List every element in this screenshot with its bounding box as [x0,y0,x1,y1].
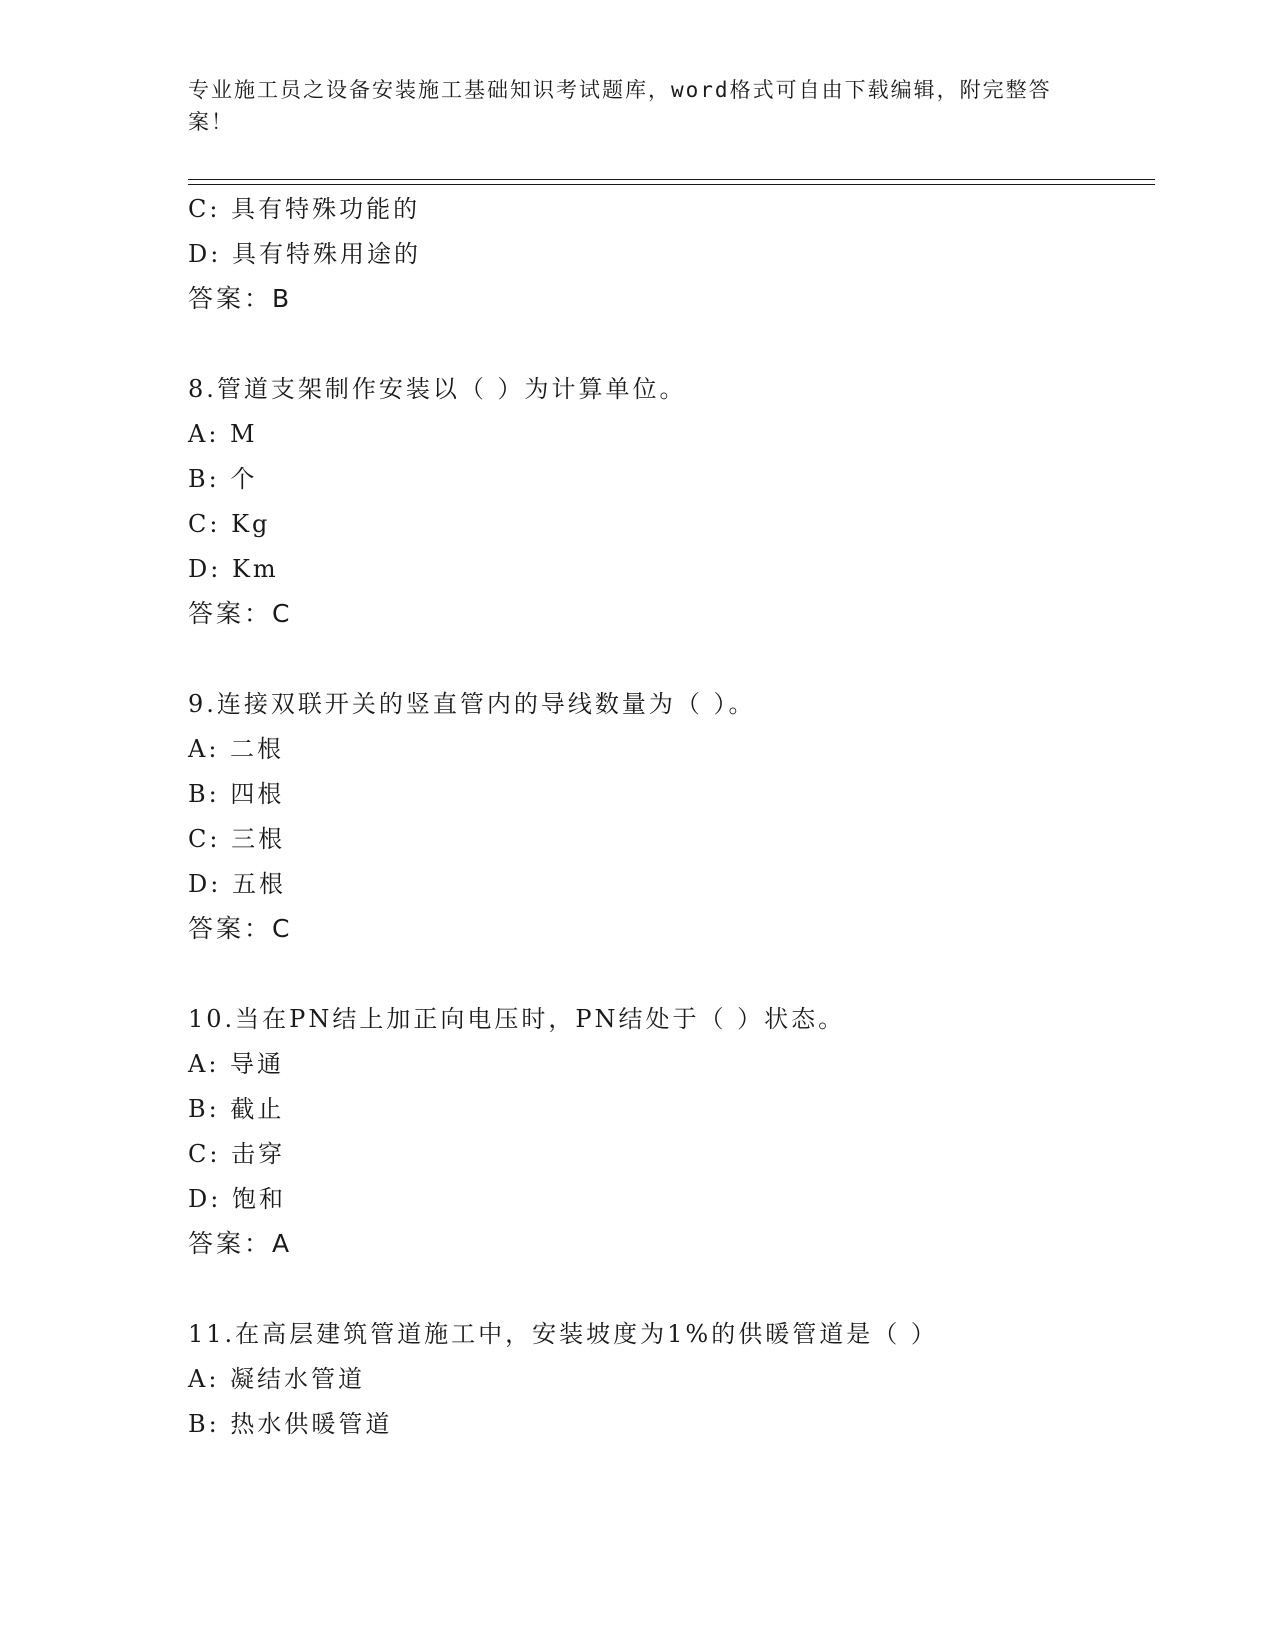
question-10-option-b: B: 截止 [188,1095,285,1123]
answer-8: 答案：C [188,599,293,628]
header-divider-bottom [188,184,1155,185]
question-8-option-a: A: M [188,420,258,448]
option-d: D: 具有特殊用途的 [188,240,421,268]
question-9-option-b: B: 四根 [188,780,285,808]
question-10-option-a: A: 导通 [188,1050,285,1078]
option-c: C: 具有特殊功能的 [188,195,421,223]
question-9-option-c: C: 三根 [188,825,286,853]
answer-10: 答案：A [188,1229,293,1258]
question-11-option-a: A: 凝结水管道 [188,1365,366,1393]
question-10: 10.当在PN结上加正向电压时，PN结处于（ ）状态。 [188,1005,846,1033]
answer-7: 答案：B [188,284,293,313]
header-divider-top [188,179,1155,180]
question-11: 11.在高层建筑管道施工中，安装坡度为1%的供暖管道是（ ） [188,1320,938,1348]
question-10-option-d: D: 饱和 [188,1185,286,1213]
question-9: 9.连接双联开关的竖直管内的导线数量为（ ）。 [188,690,756,718]
question-10-option-c: C: 击穿 [188,1140,286,1168]
document-header: 专业施工员之设备安装施工基础知识考试题库，word格式可自由下载编辑，附完整答案！ [188,78,1052,134]
question-8: 8.管道支架制作安装以（ ）为计算单位。 [188,375,687,403]
question-9-option-a: A: 二根 [188,735,285,763]
question-9-option-d: D: 五根 [188,870,286,898]
answer-9: 答案：C [188,914,293,943]
question-8-option-c: C: Kg [188,510,271,538]
question-11-option-b: B: 热水供暖管道 [188,1410,393,1438]
question-8-option-b: B: 个 [188,465,258,493]
question-8-option-d: D: Km [188,555,279,583]
